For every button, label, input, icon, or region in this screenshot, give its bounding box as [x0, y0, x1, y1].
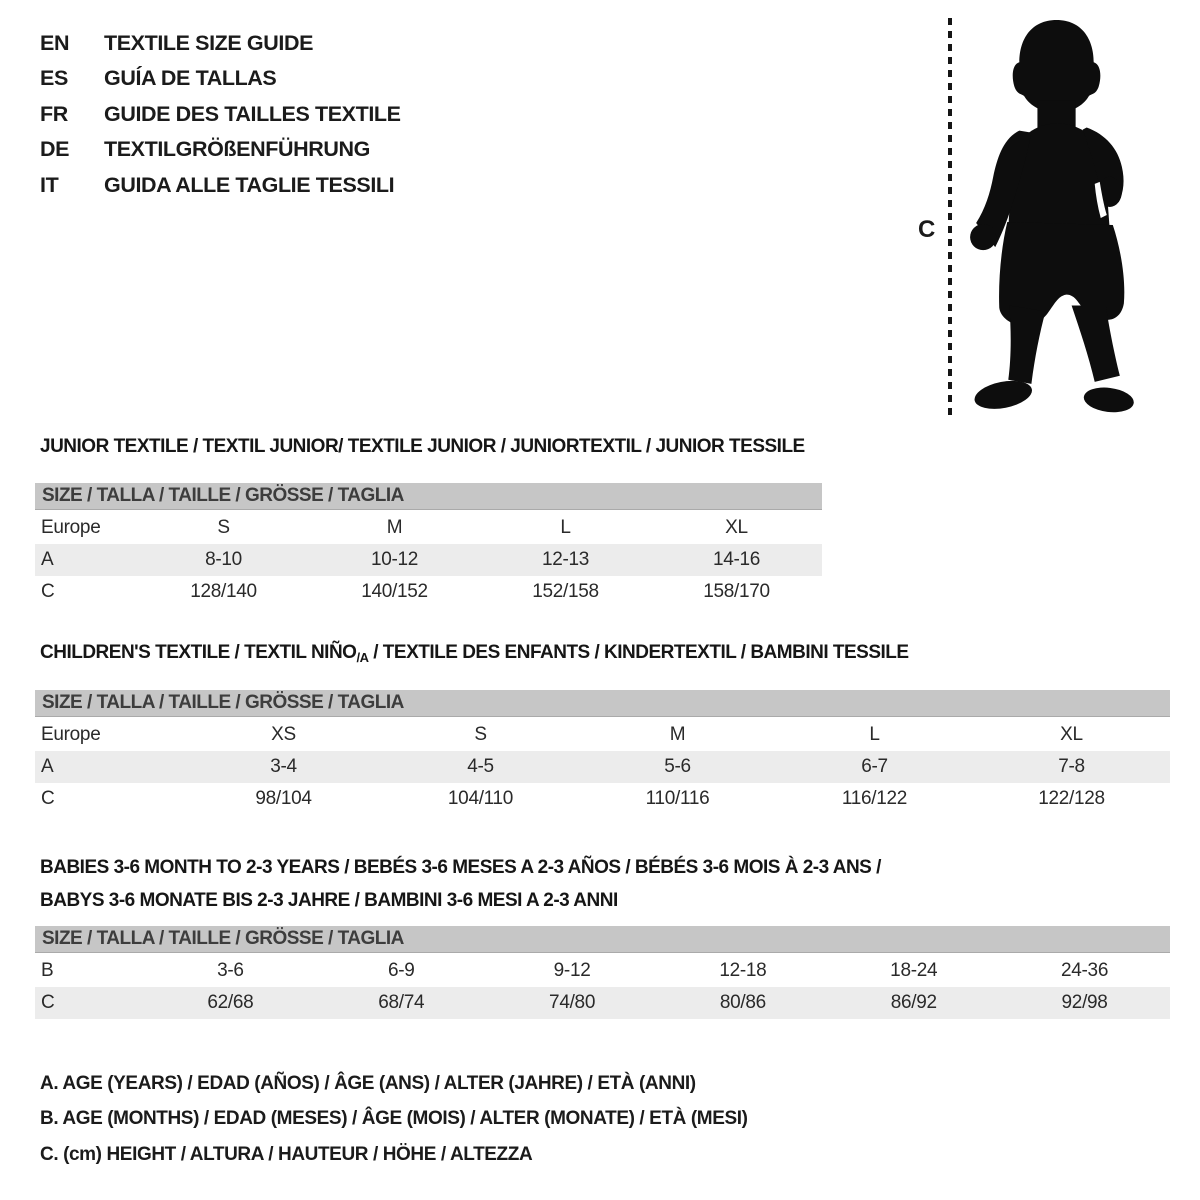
table-row [35, 719, 1170, 751]
table-cell: 8-10 [205, 549, 242, 570]
table-cell: 140/152 [361, 581, 428, 602]
table-cell: 80/86 [719, 992, 766, 1013]
table-row [35, 783, 1170, 815]
table-cell: 3-6 [217, 960, 244, 981]
footnote-a: A. AGE (YEARS) / EDAD (AÑOS) / ÂGE (ANS) / ALTER (JAHRE) / ETÀ (ANNI) [40, 1073, 696, 1094]
size-header-bar: SIZE / TALLA / TAILLE / GRÖSSE / TAGLIA [35, 926, 1170, 953]
table-cell: XS [271, 724, 296, 745]
children-title-main: CHILDREN'S TEXTILE / TEXTIL NIÑO [40, 642, 357, 663]
table-cell: 110/116 [645, 788, 710, 809]
language-title: GUÍA DE TALLAS [104, 66, 277, 91]
table-row [35, 512, 822, 544]
height-measure-label: C [918, 216, 936, 243]
language-row-es [40, 61, 401, 96]
table-cell: 4-5 [467, 756, 494, 777]
table-cell: 68/74 [378, 992, 425, 1013]
table-cell: 9-12 [553, 960, 591, 981]
table-row [35, 576, 822, 608]
table-cell: L [869, 724, 880, 745]
table-cell: 14-16 [712, 549, 761, 570]
table-row [35, 751, 1170, 783]
table-cell: 12-18 [719, 960, 767, 981]
table-cell: 128/140 [190, 581, 257, 602]
language-row-it [40, 168, 401, 203]
size-header-bar: SIZE / TALLA / TAILLE / GRÖSSE / TAGLIA [35, 483, 822, 510]
table-cell: 3-4 [270, 756, 297, 777]
row-label: B [41, 960, 54, 981]
table-cell: 18-24 [890, 960, 938, 981]
size-header-bar: SIZE / TALLA / TAILLE / GRÖSSE / TAGLIA [35, 690, 1170, 717]
babies-title-line2: BABYS 3-6 MONATE BIS 2-3 JAHRE / BAMBINI 3-6 MESI A 2-3 ANNI [40, 889, 618, 911]
table-cell: 98/104 [255, 788, 312, 809]
table-cell: 104/110 [447, 788, 514, 809]
row-label: Europe [41, 724, 101, 745]
language-title: GUIDA ALLE TAGLIE TESSILI [104, 172, 395, 197]
table-row [35, 987, 1170, 1019]
language-code: IT [40, 172, 59, 197]
language-title: GUIDE DES TAILLES TEXTILE [104, 101, 401, 126]
language-code: EN [40, 31, 70, 55]
row-label: C [41, 788, 55, 809]
toddler-silhouette-icon [966, 16, 1134, 418]
children-title-subscript: /A [356, 650, 369, 665]
table-cell: 6-7 [861, 756, 888, 777]
language-title: TEXTILE SIZE GUIDE [104, 31, 314, 55]
children-section-title [40, 642, 909, 664]
table-cell: S [217, 517, 230, 538]
height-measure-dashed-line [948, 18, 952, 416]
table-cell: 74/80 [549, 992, 596, 1013]
children-title-rest: / TEXTILE DES ENFANTS / KINDERTEXTIL / BAMBINI TESSILE [368, 642, 909, 663]
table-cell: XL [725, 517, 748, 538]
language-row-de [40, 132, 401, 167]
junior-section-title: JUNIOR TEXTILE / TEXTIL JUNIOR/ TEXTILE JUNIOR / JUNIORTEXTIL / JUNIOR TESSILE [40, 436, 805, 457]
babies-title-line1: BABIES 3-6 MONTH TO 2-3 YEARS / BEBÉS 3-6 MESES A 2-3 AÑOS / BÉBÉS 3-6 MOIS À 2-3 ANS / [40, 857, 881, 878]
table-cell: 7-8 [1058, 756, 1085, 777]
table-cell: 116/122 [841, 788, 908, 809]
table-cell: 12-13 [541, 549, 590, 570]
table-cell: 62/68 [207, 992, 254, 1013]
table-cell: 122/128 [1038, 788, 1105, 809]
table-cell: 158/170 [703, 581, 770, 602]
language-title: TEXTILGRÖßENFÜHRUNG [104, 137, 370, 162]
table-cell: 6-9 [387, 960, 415, 981]
table-cell: XL [1060, 724, 1083, 745]
table-cell: 24-36 [1061, 960, 1109, 981]
table-cell: 10-12 [370, 549, 419, 570]
row-label: C [41, 992, 55, 1013]
table-cell: S [474, 724, 487, 745]
table-cell: 5-6 [664, 756, 691, 777]
footnote-b: B. AGE (MONTHS) / EDAD (MESES) / ÂGE (MOIS) / ALTER (MONATE) / ETÀ (MESI) [40, 1108, 748, 1130]
table-cell: 86/92 [890, 992, 937, 1013]
table-cell: L [560, 517, 571, 538]
junior-size-table [35, 483, 822, 608]
children-size-table [35, 690, 1170, 815]
footnote-c: C. (cm) HEIGHT / ALTURA / HAUTEUR / HÖHE / ALTEZZA [40, 1143, 533, 1165]
language-code: DE [40, 137, 70, 162]
row-label: A [41, 549, 54, 570]
language-code: ES [40, 66, 68, 91]
language-row-en [40, 26, 401, 61]
table-cell: 92/98 [1061, 992, 1108, 1013]
language-row-fr [40, 97, 401, 132]
babies-size-table [35, 926, 1170, 1019]
row-label: Europe [41, 517, 101, 538]
table-row [35, 955, 1170, 987]
babies-section-title [40, 852, 881, 917]
table-cell: M [669, 724, 686, 745]
row-label: A [41, 756, 54, 777]
language-code: FR [40, 101, 68, 126]
table-cell: M [386, 517, 403, 538]
language-title-list [40, 26, 401, 203]
table-cell: 152/158 [532, 581, 599, 602]
row-label: C [41, 581, 55, 602]
table-row [35, 544, 822, 576]
footnote-legend [40, 1066, 748, 1172]
